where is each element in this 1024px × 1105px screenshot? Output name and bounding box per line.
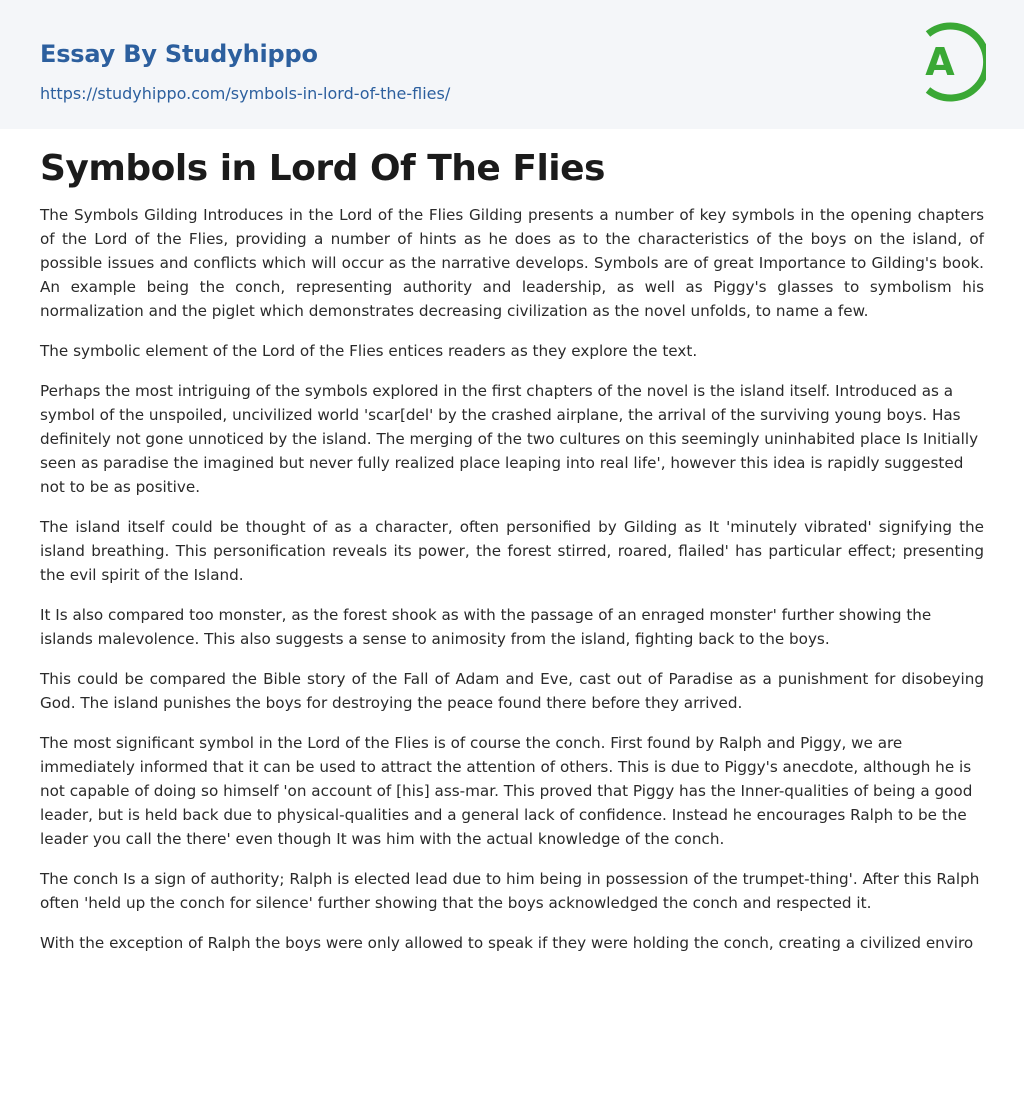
essay-paragraph-7: The most significant symbol in the Lord of the Flies is of course the conch. First found by Ralph and Piggy, we are immediately informed that it can be used to attract the attention of others. This is due to Piggy's anecdote, although he is not capable of doing so himself 'on account of [his] ass-mar. This proved that Piggy has the Inner-qualities of being a good leader, but is held back due to physical-qualities and a general lack of confidence. Instead he encourages Ralph to be the leader you call the there' even though It was him with the actual knowledge of the conch. [40,734,973,848]
essay-paragraph-5: It Is also compared too monster, as the forest shook as with the passage of an enraged monster' further showing the islands malevolence. This also suggests a sense to animosity from the island, fighting back to the boys. [40,606,932,648]
brand-title: Essay By Studyhippo [40,40,318,68]
essay-paragraph-8: The conch Is a sign of authority; Ralph is elected lead due to him being in possession of the trumpet-thing'. After this Ralph often 'held up the conch for silence' further showing that the boys acknowledged the conch and respected it. [40,870,980,912]
logo-letter: A [925,40,955,84]
essay-paragraph-4: The island itself could be thought of as a character, often personified by Gilding as It 'minutely vibrated' signifying the island breathing. This personification reveals its power, the forest stirred, roared, flailed' has particular effect; presenting the evil spirit of the Island. [40,518,984,584]
essay-paragraph-6: This could be compared the Bible story of the Fall of Adam and Eve, cast out of Paradise as a punishment for disobeying God. The island punishes the boys for destroying the peace found there before they arrived. [40,670,984,712]
essay-body [0,129,1024,955]
essay-paragraph-3: Perhaps the most intriguing of the symbols explored in the first chapters of the novel is the island itself. Introduced as a symbol of the unspoiled, uncivilized world 'scar[del' by the crashed airplane, the arrival of the surviving young boys. Has definitely not gone unnoticed by the island. The merging of the two cultures on this seemingly uninhabited place Is Initially seen as paradise the imagined but never fully realized place leaping into real life', however this idea is rapidly suggested not to be as positive. [40,382,979,496]
studyhippo-logo-icon[interactable] [914,18,986,106]
essay-paragraph-9: With the exception of Ralph the boys were only allowed to speak if they were holding the conch, creating a civilized enviro [40,934,974,952]
essay-paragraph-2: The symbolic element of the Lord of the Flies entices readers as they explore the text. [40,342,698,360]
page-title: Symbols in Lord Of The Flies [40,148,605,189]
site-header [0,0,1024,129]
essay-paragraph-1: The Symbols Gilding Introduces in the Lord of the Flies Gilding presents a number of key symbols in the opening chapters of the Lord of the Flies, providing a number of hints as he does as to the characteristics of the boys on the island, of possible issues and conflicts which will occur as the narrative develops. Symbols are of great Importance to Gilding's book. An example being the conch, representing authority and leadership, as well as Piggy's glasses to symbolism his normalization and the piglet which demonstrates decreasing civilization as the novel unfolds, to name a few. [40,206,984,320]
source-url-link[interactable]: https://studyhippo.com/symbols-in-lord-of-the-flies/ [40,84,451,103]
